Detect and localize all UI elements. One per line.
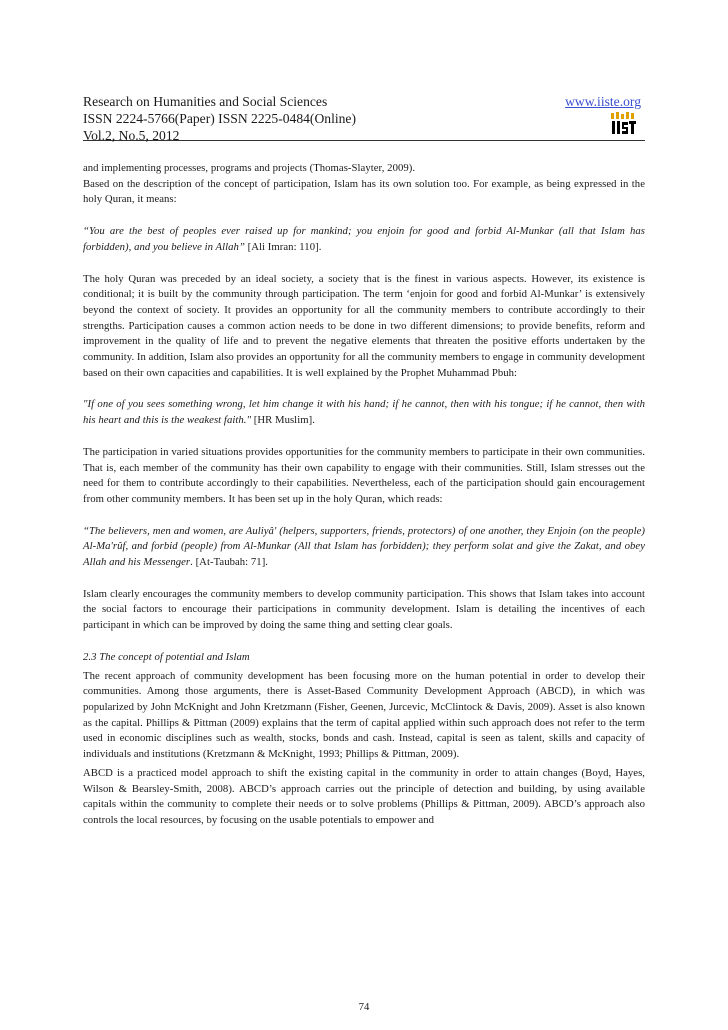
paragraph: The participation in varied situations provides opportunities for the community members to participate in their own communities. That is, each member of the community has their own capability to engage with their communities. Still, Islam stresses out the need for them to contribute accordingly to their capabilities. Nevertheless, each of the participation should gain encouragement from other community members. It has been set up in the holy Quran, which reads: bbox=[83, 445, 645, 505]
volume-line: Vol.2, No.5, 2012 bbox=[83, 128, 180, 143]
iiste-logo-icon bbox=[610, 112, 638, 136]
paragraph: and implementing processes, programs and projects (Thomas-Slayter, 2009). bbox=[83, 162, 416, 174]
quran-quote bbox=[83, 524, 645, 571]
quran-quote bbox=[83, 224, 645, 255]
quote-reference: . [At-Taubah: 71]. bbox=[190, 556, 269, 569]
page bbox=[83, 93, 645, 829]
quote-text: “The believers, men and women, are Auliyâ' (helpers, supporters, friends, protectors) of one another, they Enjoin (on the people) Al-Ma'rûf, and forbid (people) from Al-Munkar (All that Islam has forbidden); they perform solat and give the Zakat, and obey Allah and his Messenger bbox=[83, 524, 645, 569]
paragraph: The holy Quran was preceded by an ideal society, a society that is the finest in various aspects. However, its existence is conditional; it is built by the community through participation. The term ‘enjoin for good and forbid Al-Munkar’ is extensively beyond the context of society. It provides an opportunity for all the community members to contribute accordingly to their strengths. Participation causes a common action needs to be done in two different dimensions; to provide benefits, reform and improvement in the quality of life and to prevent the negative elements that threaten the positive efforts undertaken by the community. In addition, Islam also provides an opportunity for all the community members to engage in community development based on their own capacities and capabilities. It is well explained by the Prophet Muhammad Pbuh: bbox=[83, 272, 645, 379]
page-number: 74 bbox=[358, 1001, 370, 1013]
quote-text: “You are the best of peoples ever raised up for mankind; you enjoin for good and forbid Al-Munkar (all that Islam has forbidden), and you believe in Allah” bbox=[83, 225, 645, 253]
journal-header bbox=[83, 93, 645, 141]
paragraph: Islam clearly encourages the community members to develop community participation. This shows that Islam takes into account the social factors to encourage their participations in community development. Islam is detailing the incentives of each participant in which can be improved by doing the same thing and setting clear goals. bbox=[83, 587, 645, 632]
quote-reference: [Ali Imran: 110]. bbox=[244, 240, 322, 253]
paragraph: Based on the description of the concept of participation, Islam has its own solution too. For example, as being expressed in the holy Quran, it means: bbox=[83, 177, 645, 206]
section-heading: 2.3 The concept of potential and Islam bbox=[83, 650, 250, 663]
journal-url-link[interactable]: www.iiste.org bbox=[565, 94, 641, 109]
hadith-quote bbox=[83, 397, 645, 428]
article-body bbox=[83, 161, 645, 829]
paragraph: ABCD is a practiced model approach to shift the existing capital in the community in order to attain changes (Boyd, Hayes, Wilson & Bearsley-Smith, 2008). ABCD’s approach carries out the principle of detection and building, by using available capitals within the community to complete their needs or to solve problems (Phillips & Pittman, 2009). ABCD’s approach also controls the local resources, by focusing on the usable potentials to empower and bbox=[83, 766, 645, 826]
paragraph: The recent approach of community development has been focusing more on the human potential in order to develop their communities. Among those arguments, there is Asset-Based Community Development Approach (ABCD), in which was popularized by John McKnight and John Kretzmann (Fisher, Geenen, Jurcevic, McClintock & Davis, 2009). Asset is also known as the capital. Phillips & Pittman (2009) explains that the term of capital applied within such approach does not refer to the term used in economic disciplines such as wealth, stocks, bonds and cash. Instead, capital is seen as talent, skills and capacity of individuals and institutions (Kretzmann & McKnight, 1993; Phillips & Pittman, 2009). bbox=[83, 669, 645, 761]
journal-title: Research on Humanities and Social Sciences bbox=[83, 94, 328, 109]
quote-text: "If one of you sees something wrong, let him change it with his hand; if he cannot, then with his tongue; if he cannot, then with his heart and this is the weakest faith." bbox=[83, 398, 645, 427]
issn-line: ISSN 2224-5766(Paper) ISSN 2225-0484(Online) bbox=[83, 111, 356, 126]
quote-reference: [HR Muslim]. bbox=[251, 414, 315, 427]
